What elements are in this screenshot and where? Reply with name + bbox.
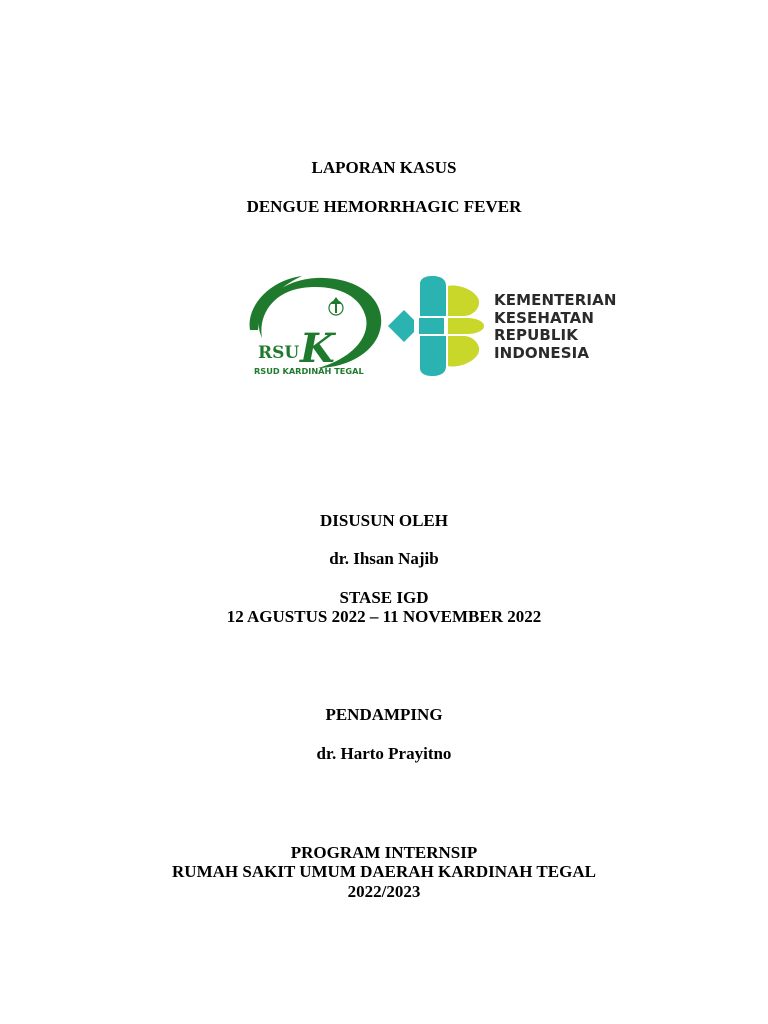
program-name: PROGRAM INTERNSIP <box>290 843 478 862</box>
kemenkes-wordmark <box>494 292 624 362</box>
logo-row <box>240 268 620 383</box>
kemenkes-symbol-icon <box>386 276 486 376</box>
report-type: LAPORAN KASUS <box>311 158 457 177</box>
rsud-initials: RSU <box>258 343 300 363</box>
kemenkes-line-2: KESEHATAN <box>494 308 595 327</box>
rsud-letter-k: K <box>300 325 335 372</box>
academic-year: 2022/2023 <box>347 882 421 901</box>
rsud-caption: RSUD KARDINAH TEGAL <box>254 366 364 376</box>
author-heading: DISUSUN OLEH <box>319 511 448 530</box>
stase-label: STASE IGD <box>339 588 429 607</box>
report-title: DENGUE HEMORRHAGIC FEVER <box>246 197 522 216</box>
supervisor-name: dr. Harto Prayitno <box>316 744 452 763</box>
kemenkes-line-4: INDONESIA <box>494 343 590 362</box>
stase-period: 12 AGUSTUS 2022 – 11 NOVEMBER 2022 <box>226 607 542 626</box>
kemenkes-line-1: KEMENTERIAN <box>494 291 617 309</box>
supervisor-heading: PENDAMPING <box>325 705 443 724</box>
rsud-kardinah-logo <box>240 268 390 380</box>
hospital-name: RUMAH SAKIT UMUM DAERAH KARDINAH TEGAL <box>172 862 596 881</box>
kemenkes-line-3: REPUBLIK <box>494 326 578 344</box>
author-name: dr. Ihsan Najib <box>329 549 439 568</box>
